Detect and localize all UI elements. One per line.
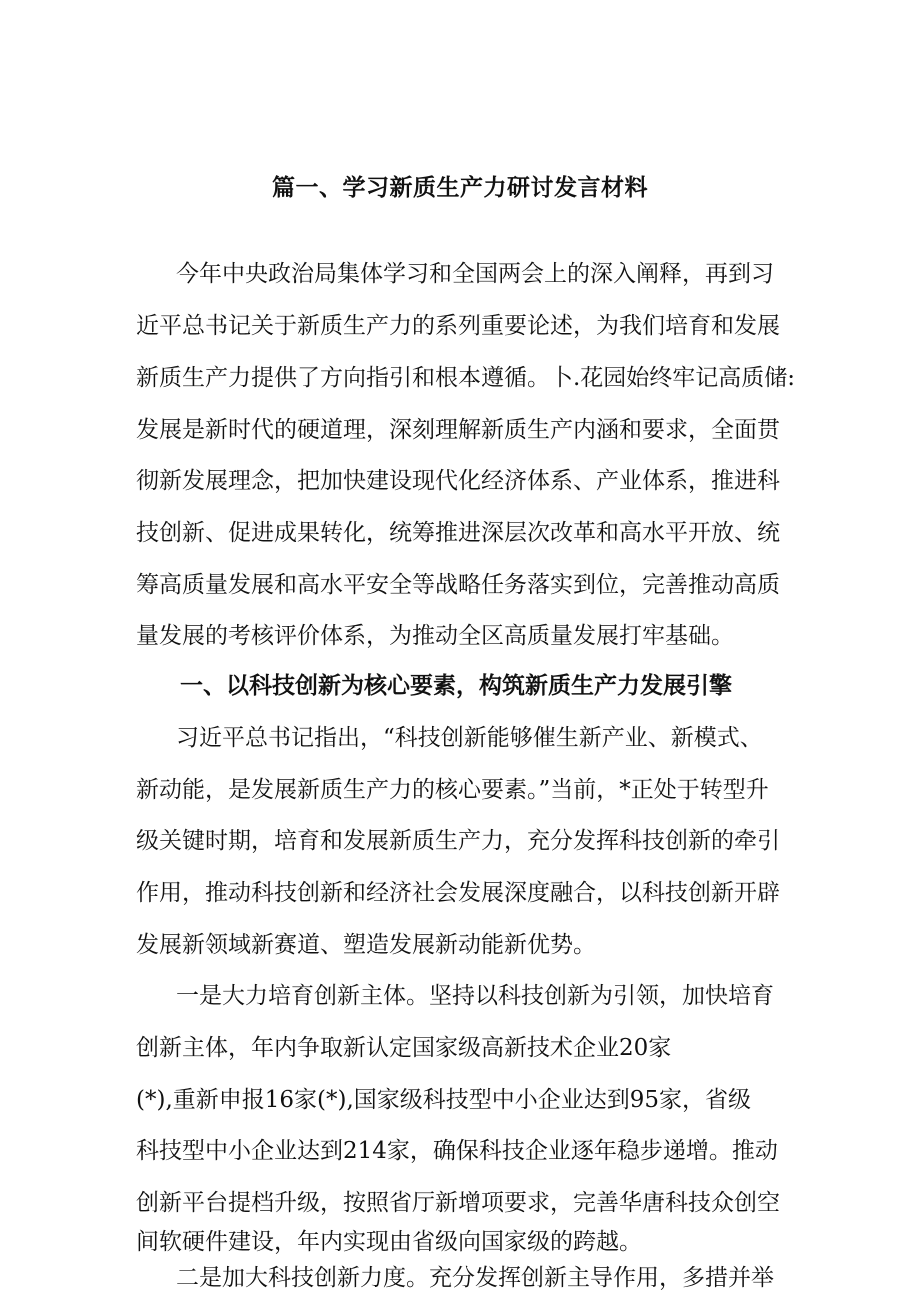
section-heading: 一、以科技创新为核心要素，构筑新质生产力发展引擎: [180, 673, 732, 699]
paragraph-line: 新动能，是发展新质生产力的核心要素。”当前，*正处于转型升: [136, 777, 769, 803]
paragraph-line: 量发展的考核评价体系，为推动全区高质量发展打牢基础。: [136, 623, 734, 649]
paragraph-line: 创新平台提档升级，按照省厅新增项要求，完善华唐科技众创空: [136, 1190, 780, 1216]
paragraph-line: 习近平总书记指出，“科技创新能够催生新产业、新模式、: [176, 725, 763, 751]
paragraph-line: 发展新领域新赛道、塑造发展新动能新优势。: [136, 932, 596, 958]
paragraph-line: 发展是新时代的硬道理，深刻理解新质生产内涵和要求，全面贯: [136, 417, 780, 443]
paragraph-line: 技创新、促进成果转化，统筹推进深层次改革和高水平开放、统: [136, 520, 780, 546]
paragraph-line: (*),重新申报16家(*),国家级科技型中小企业达到95家，省级: [136, 1087, 752, 1113]
paragraph-line: 一是大力培育创新主体。坚持以科技创新为引领，加快培育: [176, 983, 774, 1009]
paragraph-line: 近平总书记关于新质生产力的系列重要论述，为我们培育和发展: [136, 313, 780, 339]
paragraph-line: 二是加大科技创新力度。充分发挥创新主导作用，多措并举: [176, 1265, 774, 1291]
paragraph-line: 今年中央政治局集体学习和全国两会上的深入阐释，再到习: [176, 261, 774, 287]
paragraph-line: 间软硬件建设，年内实现由省级向国家级的跨越。: [136, 1229, 642, 1255]
paragraph-line: 彻新发展理念，把加快建设现代化经济体系、产业体系，推进科: [136, 468, 780, 494]
paragraph-line: 级关键时期，培育和发展新质生产力，充分发挥科技创新的牵引: [136, 828, 780, 854]
paragraph-line: 科技型中小企业达到214家，确保科技企业逐年稳步递增。推动: [136, 1138, 778, 1164]
paragraph-line: 作用，推动科技创新和经济社会发展深度融合，以科技创新开辟: [136, 880, 780, 906]
paragraph-line: 新质生产力提供了方向指引和根本遵循。卜.花园始终牢记高质储:: [136, 365, 796, 391]
paragraph-line: 筹高质量发展和高水平安全等战略任务落实到位，完善推动高质: [136, 572, 780, 598]
paragraph-line: 创新主体，年内争取新认定国家级高新技术企业20家: [136, 1035, 672, 1061]
document-title: 篇一、学习新质生产力研讨发言材料: [272, 175, 648, 201]
